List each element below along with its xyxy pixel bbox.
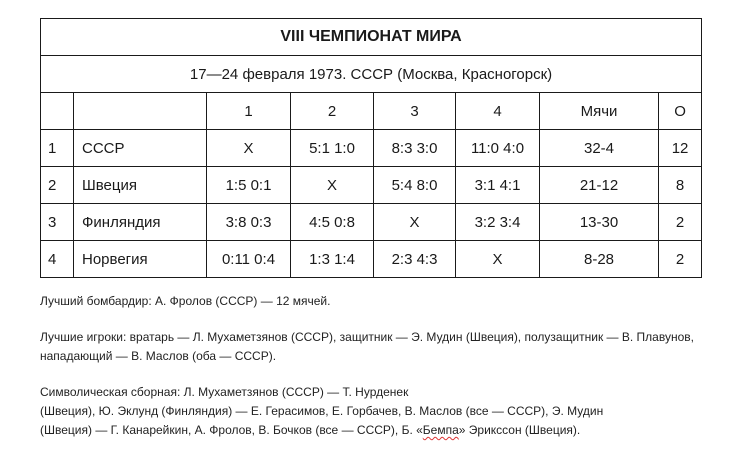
goals-cell: 21-12 <box>540 167 659 204</box>
all-star-line-1: Символическая сборная: Л. Мухаметзянов (СССР) — Т. Нурденек <box>40 385 409 399</box>
result-cell: Х <box>207 130 291 167</box>
header-cell-opponent-1: 1 <box>207 93 291 130</box>
table-row <box>41 241 702 278</box>
all-star-team-note <box>40 383 710 440</box>
table-row <box>41 130 702 167</box>
best-players-note: Лучшие игроки: вратарь — Л. Мухаметзянов (СССР), защитник — Э. Мудин (Швеция), полузащитник — В. Плавунов, нападающий — В. Маслов (оба — СССР). <box>40 330 694 363</box>
team-cell: Финляндия <box>74 204 207 241</box>
points-cell: 8 <box>659 167 702 204</box>
header-cell-rank <box>41 93 74 130</box>
header-cell-goals: Мячи <box>540 93 659 130</box>
result-cell: Х <box>291 167 374 204</box>
goals-cell: 32-4 <box>540 130 659 167</box>
team-cell: Швеция <box>74 167 207 204</box>
standings-table-container <box>40 18 701 278</box>
points-cell: 2 <box>659 241 702 278</box>
rank-cell: 3 <box>41 204 74 241</box>
result-cell: 8:3 3:0 <box>374 130 456 167</box>
result-cell: 1:3 1:4 <box>291 241 374 278</box>
points-cell: 12 <box>659 130 702 167</box>
title-row <box>41 19 702 56</box>
header-cell-team <box>74 93 207 130</box>
goals-cell: 13-30 <box>540 204 659 241</box>
subtitle-row <box>41 56 702 93</box>
result-cell: 2:3 4:3 <box>374 241 456 278</box>
result-cell: 3:2 3:4 <box>456 204 540 241</box>
table-row <box>41 204 702 241</box>
header-cell-opponent-3: 3 <box>374 93 456 130</box>
spellcheck-underlined-word: Бемпа <box>422 423 459 437</box>
header-cell-opponent-4: 4 <box>456 93 540 130</box>
result-cell: 4:5 0:8 <box>291 204 374 241</box>
table-row <box>41 167 702 204</box>
all-star-line-2: (Швеция), Ю. Эклунд (Финляндия) — Е. Герасимов, Е. Горбачев, В. Маслов (все — СССР), Э. Мудин <box>40 404 604 418</box>
notes-section <box>40 292 710 440</box>
header-cell-points: О <box>659 93 702 130</box>
result-cell: 11:0 4:0 <box>456 130 540 167</box>
table-subtitle: 17—24 февраля 1973. СССР (Москва, Красногорск) <box>41 56 702 93</box>
header-cell-opponent-2: 2 <box>291 93 374 130</box>
rank-cell: 4 <box>41 241 74 278</box>
result-cell: Х <box>456 241 540 278</box>
result-cell: 0:11 0:4 <box>207 241 291 278</box>
rank-cell: 1 <box>41 130 74 167</box>
result-cell: 1:5 0:1 <box>207 167 291 204</box>
team-cell: СССР <box>74 130 207 167</box>
header-row <box>41 93 702 130</box>
points-cell: 2 <box>659 204 702 241</box>
team-cell: Норвегия <box>74 241 207 278</box>
top-scorer-note: Лучший бомбардир: А. Фролов (СССР) — 12 мячей. <box>40 294 331 308</box>
result-cell: 3:1 4:1 <box>456 167 540 204</box>
all-star-line-3-start: (Швеция) — Г. Канарейкин, А. Фролов, В. Бочков (все — СССР), Б. « <box>40 423 423 437</box>
all-star-line-3-end: » Эрикссон (Швеция). <box>458 423 581 437</box>
goals-cell: 8-28 <box>540 241 659 278</box>
result-cell: 5:4 8:0 <box>374 167 456 204</box>
standings-table <box>40 18 702 278</box>
result-cell: Х <box>374 204 456 241</box>
result-cell: 3:8 0:3 <box>207 204 291 241</box>
table-title: VIII ЧЕМПИОНАТ МИРА <box>41 19 702 56</box>
result-cell: 5:1 1:0 <box>291 130 374 167</box>
rank-cell: 2 <box>41 167 74 204</box>
